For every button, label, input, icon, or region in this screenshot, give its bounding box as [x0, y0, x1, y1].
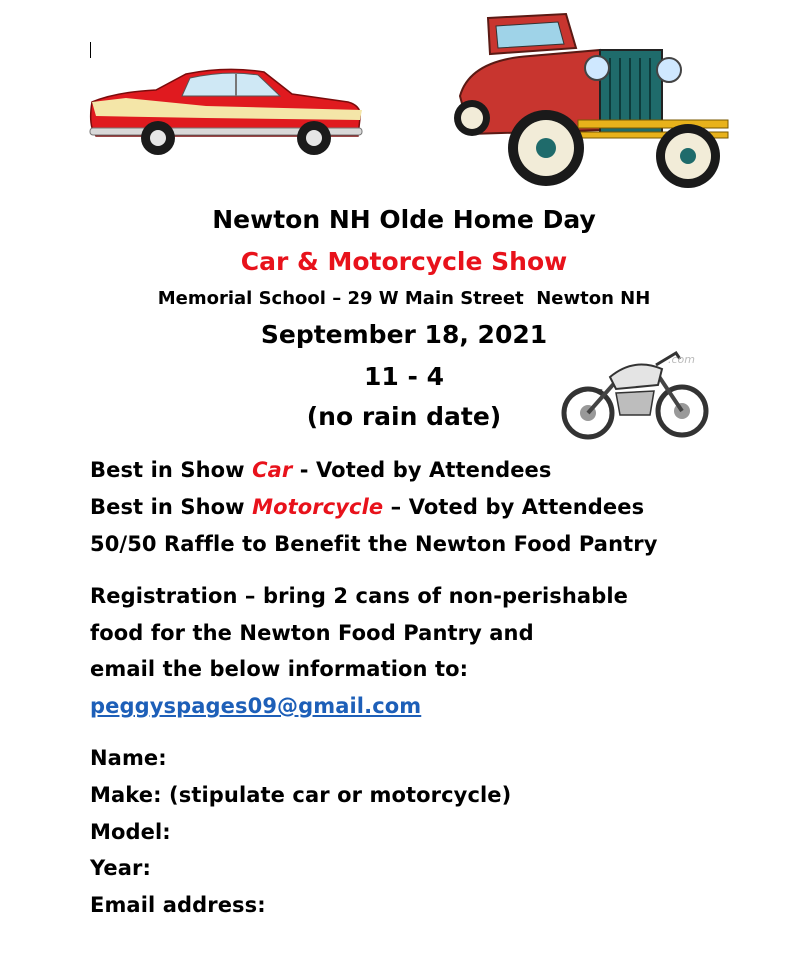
form-name-label: Name:	[90, 746, 167, 770]
form-year-label: Year:	[90, 856, 151, 880]
award-motorcycle	[90, 495, 644, 519]
event-time: 11 - 4	[364, 362, 444, 391]
award-car-suffix: - Voted by Attendees	[292, 458, 552, 482]
watermark-text: .com	[668, 353, 695, 366]
classic-car-image	[86, 66, 368, 162]
rain-date-note: (no rain date)	[306, 402, 502, 431]
form-email-label: Email address:	[90, 893, 266, 917]
show-subtitle: Car & Motorcycle Show	[240, 247, 568, 276]
email-link[interactable]: peggyspages09@gmail.com	[90, 694, 422, 718]
registration-line-2: food for the Newton Food Pantry and	[90, 621, 534, 645]
award-car-prefix: Best in Show	[90, 458, 253, 482]
award-car	[90, 458, 552, 482]
award-moto-suffix: – Voted by Attendees	[383, 495, 645, 519]
form-model-label: Model:	[90, 820, 171, 844]
award-moto-highlight: Motorcycle	[252, 495, 384, 519]
registration-line-1: Registration – bring 2 cans of non-perishable	[90, 584, 628, 608]
event-title: Newton NH Olde Home Day	[212, 205, 596, 234]
vintage-car-image	[450, 10, 735, 192]
award-car-highlight: Car	[252, 458, 293, 482]
form-make-label: Make: (stipulate car or motorcycle)	[90, 783, 512, 807]
location-line: Memorial School – 29 W Main Street Newton NH	[157, 288, 651, 309]
text-cursor	[90, 42, 91, 58]
registration-line-3: email the below information to:	[90, 657, 469, 681]
event-date: September 18, 2021	[260, 320, 548, 349]
raffle-line: 50/50 Raffle to Benefit the Newton Food Pantry	[90, 532, 658, 556]
award-moto-prefix: Best in Show	[90, 495, 253, 519]
